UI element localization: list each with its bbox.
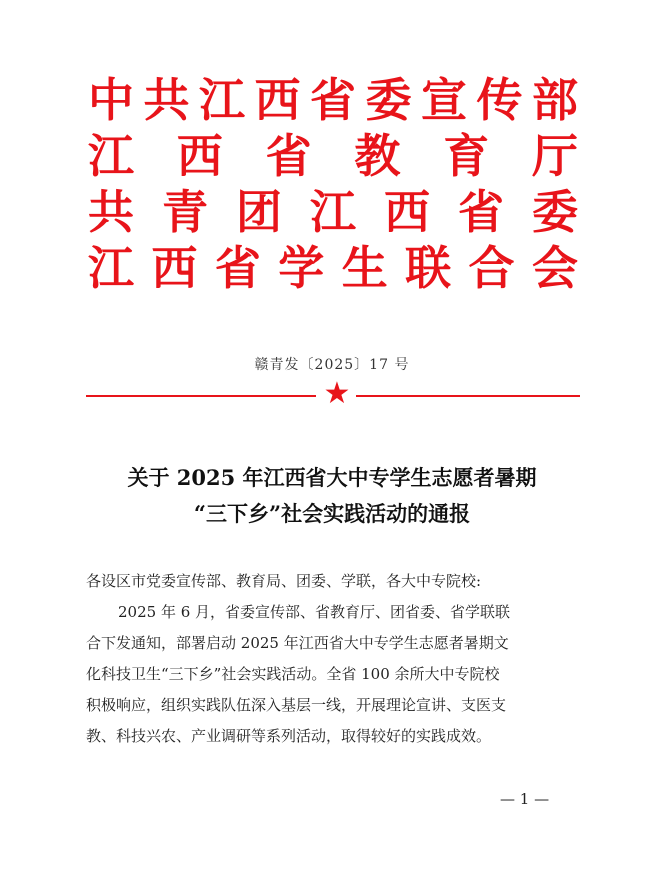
- body-line-5: 教、科技兴农、产业调研等系列活动，取得较好的实践成效。: [86, 727, 492, 745]
- masthead-char: 省: [310, 73, 356, 127]
- masthead-char: 育: [443, 129, 490, 183]
- masthead-line-2: [88, 128, 578, 184]
- body-line-1: 2025 年 6 月，省委宣传部、省教育厅、团省委、省学联联: [118, 603, 511, 621]
- masthead-char: 部: [532, 73, 578, 127]
- masthead-char: 西: [384, 185, 430, 239]
- masthead-char: 宣: [421, 73, 467, 127]
- document-title-line-1: 关于 2025 年江西省大中专学生志愿者暑期: [127, 465, 537, 490]
- document-title-line-2: “三下乡”社会实践活动的通报: [193, 501, 471, 526]
- masthead-char: 委: [532, 185, 578, 239]
- masthead-char: 江: [310, 185, 356, 239]
- masthead-char: 中: [88, 73, 134, 127]
- masthead-char: 共: [143, 73, 190, 127]
- addressee: 各设区市党委宣传部、教育局、团委、学联，各大中专院校:: [86, 572, 482, 590]
- masthead-char: 合: [468, 241, 515, 295]
- masthead-char: 省: [265, 129, 312, 183]
- masthead-char: 传: [476, 73, 523, 127]
- masthead-char: 江: [88, 241, 134, 295]
- masthead-char: 江: [88, 129, 134, 183]
- masthead-char: 省: [458, 185, 504, 239]
- masthead-char: 共: [88, 185, 134, 239]
- masthead-char: 会: [531, 241, 578, 295]
- masthead-line-3: [88, 184, 578, 240]
- masthead-char: 生: [341, 241, 388, 295]
- masthead-char: 西: [254, 73, 301, 127]
- star-icon: ★: [323, 376, 351, 411]
- masthead-char: 联: [405, 241, 452, 295]
- masthead-char: 教: [354, 129, 401, 183]
- body-line-3: 化科技卫生“三下乡”社会实践活动。全省 100 余所大中专院校: [86, 665, 500, 683]
- masthead-char: 西: [176, 129, 223, 183]
- masthead-char: 省: [214, 241, 261, 295]
- masthead-char: 江: [199, 73, 245, 127]
- masthead-line-1: [88, 72, 578, 128]
- masthead-char: 厅: [531, 129, 578, 183]
- masthead: [88, 72, 578, 296]
- masthead-line-4: [88, 240, 578, 296]
- document-number: 赣青发〔2025〕17 号: [254, 357, 410, 373]
- masthead-char: 团: [236, 185, 282, 239]
- masthead-char: 学: [278, 241, 325, 295]
- page-number: — 1 —: [500, 790, 550, 808]
- body-line-2: 合下发通知，部署启动 2025 年江西省大中专学生志愿者暑期文: [86, 634, 509, 652]
- masthead-char: 青: [162, 185, 208, 239]
- body-line-4: 积极响应，组织实践队伍深入基层一线，开展理论宣讲、支医支: [86, 696, 507, 714]
- separator-line-left: [86, 395, 316, 397]
- separator-line-right: [356, 395, 580, 397]
- masthead-char: 委: [365, 73, 412, 127]
- masthead-char: 西: [151, 241, 198, 295]
